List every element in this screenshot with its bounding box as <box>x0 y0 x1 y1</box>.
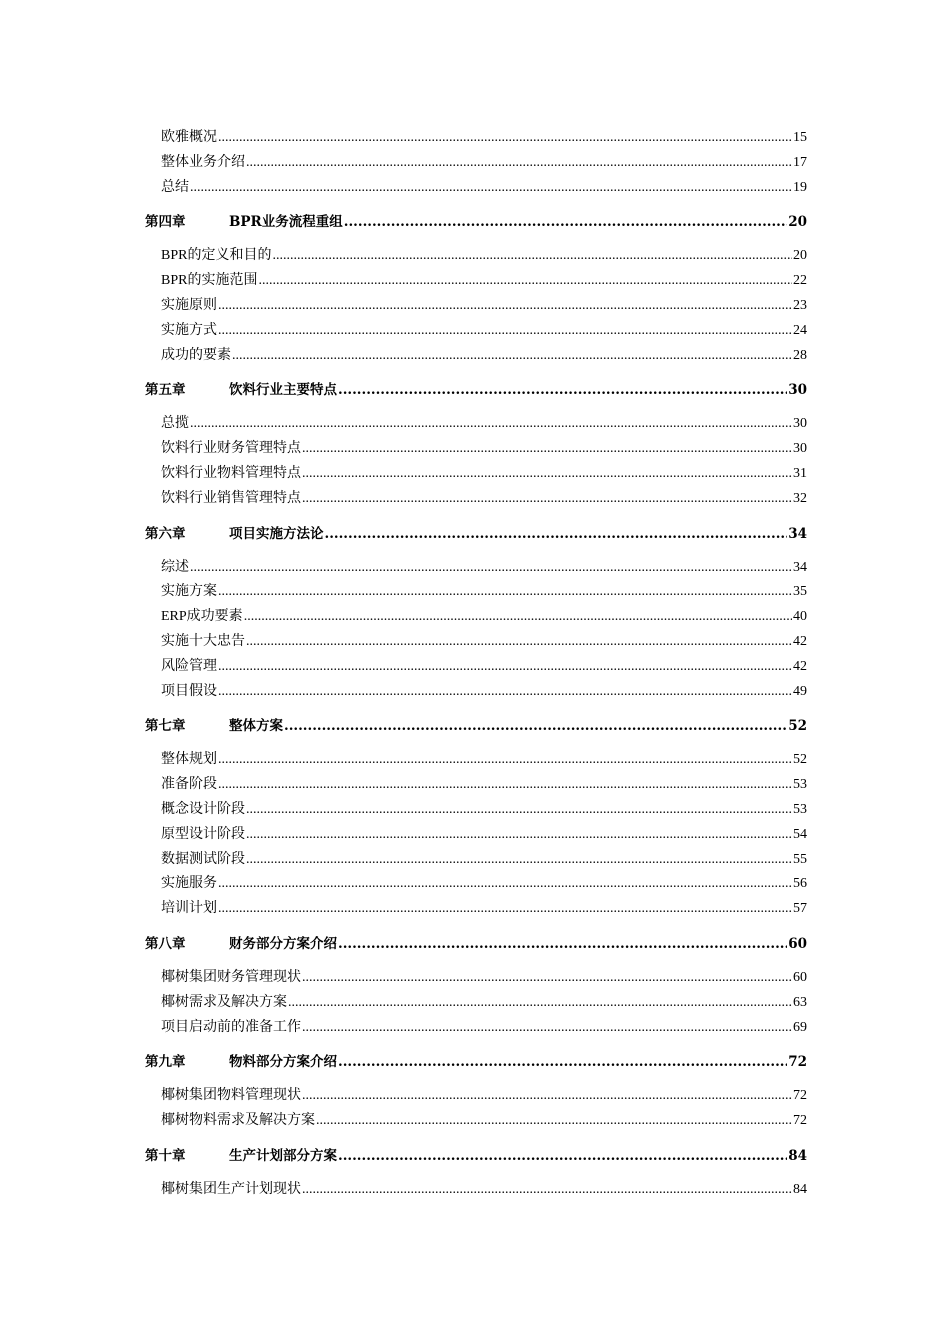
toc-entry[interactable] <box>145 1109 807 1134</box>
toc-entry-title: 实施服务 <box>161 876 217 892</box>
dot-leader <box>190 176 792 201</box>
chapter-number: 第七章 <box>145 718 186 735</box>
toc-entry[interactable] <box>145 269 807 294</box>
toc-entry-title: 风险管理 <box>161 658 217 674</box>
chapter-page: 52 <box>788 718 807 735</box>
toc-entry-title: 准备阶段 <box>161 777 217 793</box>
toc-entry[interactable] <box>145 872 807 897</box>
toc-entry-page: 23 <box>793 297 807 313</box>
toc-entry-page: 40 <box>793 609 807 625</box>
dot-leader <box>218 126 792 151</box>
toc-entry[interactable] <box>145 151 807 176</box>
toc-entry[interactable] <box>145 437 807 462</box>
toc-entry-title: 培训计划 <box>161 901 217 917</box>
chapter-title: 生产计划部分方案 <box>229 1147 337 1164</box>
toc-entry[interactable] <box>145 244 807 269</box>
dot-leader <box>338 1050 787 1074</box>
toc-entry[interactable] <box>145 319 807 344</box>
chapter-page: 34 <box>788 525 807 542</box>
toc-entry[interactable] <box>145 412 807 437</box>
toc-entry[interactable] <box>145 1016 807 1041</box>
toc-entry-title: 项目假设 <box>161 683 217 699</box>
chapter-title-group <box>145 714 283 738</box>
toc-entry-title: 整体规划 <box>161 752 217 768</box>
toc-entry-page: 53 <box>793 777 807 793</box>
toc-chapter-heading[interactable] <box>145 1144 807 1168</box>
dot-leader <box>246 151 792 176</box>
toc-entry-title: BPR的定义和目的 <box>161 248 272 264</box>
dot-leader <box>338 1144 787 1168</box>
dot-leader <box>302 487 792 512</box>
toc-entry[interactable] <box>145 487 807 512</box>
dot-leader <box>218 580 792 605</box>
dot-leader <box>218 294 792 319</box>
toc-entry-page: 72 <box>793 1088 807 1104</box>
toc-entry-title: 原型设计阶段 <box>161 826 245 842</box>
chapter-title-group <box>145 1050 337 1074</box>
chapter-title-group <box>145 1144 337 1168</box>
dot-leader <box>246 823 792 848</box>
toc-entry[interactable] <box>145 773 807 798</box>
toc-chapter-heading[interactable] <box>145 522 807 546</box>
toc-chapter-heading[interactable] <box>145 210 807 234</box>
toc-entry-title: 数据测试阶段 <box>161 851 245 867</box>
toc-entry-title: 成功的要素 <box>161 347 231 363</box>
dot-leader <box>246 798 792 823</box>
dot-leader <box>288 991 792 1016</box>
toc-entry-title: 整体业务介绍 <box>161 154 245 170</box>
toc-entry-title: 实施方案 <box>161 584 217 600</box>
toc-entry-page: 69 <box>793 1019 807 1035</box>
dot-leader <box>302 1178 792 1203</box>
toc-entry[interactable] <box>145 823 807 848</box>
toc-entry-title: 椰树集团生产计划现状 <box>161 1181 301 1197</box>
toc-entry-page: 28 <box>793 347 807 363</box>
toc-entry[interactable] <box>145 680 807 705</box>
toc-entry-page: 17 <box>793 154 807 170</box>
toc-entry-page: 31 <box>793 465 807 481</box>
dot-leader <box>302 437 792 462</box>
toc-entry-page: 15 <box>793 130 807 145</box>
toc-entry-title: BPR的实施范围 <box>161 273 258 289</box>
chapter-title-group <box>145 210 343 234</box>
toc-entry[interactable] <box>145 605 807 630</box>
chapter-page: 60 <box>788 935 807 952</box>
chapter-title-group <box>145 522 324 546</box>
toc-entry-title: 椰树需求及解决方案 <box>161 994 287 1010</box>
toc-entry[interactable] <box>145 126 807 151</box>
toc-entry-title: 饮料行业销售管理特点 <box>161 490 301 506</box>
chapter-title: 饮料行业主要特点 <box>229 382 337 399</box>
chapter-page: 72 <box>788 1054 807 1071</box>
toc-entry-title: 概念设计阶段 <box>161 801 245 817</box>
toc-entry-page: 22 <box>793 273 807 289</box>
toc-entry[interactable] <box>145 748 807 773</box>
dot-leader <box>218 655 792 680</box>
dot-leader <box>244 605 792 630</box>
toc-entry[interactable] <box>145 897 807 922</box>
chapter-page: 84 <box>788 1147 807 1164</box>
chapter-page: 30 <box>788 382 807 399</box>
toc-entry-page: 56 <box>793 876 807 892</box>
dot-leader <box>246 848 792 873</box>
dot-leader <box>344 210 787 234</box>
dot-leader <box>232 344 792 369</box>
toc-entry-page: 24 <box>793 322 807 338</box>
dot-leader <box>218 897 792 922</box>
toc-entry[interactable] <box>145 462 807 487</box>
dot-leader <box>218 773 792 798</box>
toc-entry[interactable] <box>145 580 807 605</box>
toc-entry-title: ERP成功要素 <box>161 609 243 625</box>
toc-entry-page: 19 <box>793 179 807 195</box>
chapter-page: 20 <box>788 214 807 231</box>
chapter-title: 整体方案 <box>229 718 283 735</box>
toc-entry-page: 30 <box>793 416 807 432</box>
dot-leader <box>302 1016 792 1041</box>
toc-entry-title: 实施方式 <box>161 322 217 338</box>
table-of-contents <box>145 126 807 1203</box>
toc-entry[interactable] <box>145 991 807 1016</box>
dot-leader <box>302 462 792 487</box>
chapter-number: 第五章 <box>145 382 186 399</box>
toc-entry[interactable] <box>145 556 807 581</box>
toc-entry[interactable] <box>145 630 807 655</box>
toc-entry-page: 42 <box>793 633 807 649</box>
toc-entry-page: 30 <box>793 441 807 457</box>
chapter-number: 第十章 <box>145 1147 186 1164</box>
toc-entry[interactable] <box>145 848 807 873</box>
toc-entry-title: 总揽 <box>161 416 189 432</box>
dot-leader <box>190 556 792 581</box>
toc-entry-page: 60 <box>793 969 807 985</box>
chapter-title: 财务部分方案介绍 <box>229 935 337 952</box>
toc-entry-title: 饮料行业财务管理特点 <box>161 441 301 457</box>
toc-entry-title: 欧雅概况 <box>161 130 217 145</box>
chapter-number: 第八章 <box>145 935 186 952</box>
toc-entry-title: 饮料行业物料管理特点 <box>161 465 301 481</box>
toc-entry-page: 54 <box>793 826 807 842</box>
dot-leader <box>258 269 792 294</box>
toc-entry-page: 72 <box>793 1113 807 1129</box>
toc-entry[interactable] <box>145 966 807 991</box>
dot-leader <box>218 872 792 897</box>
toc-entry-title: 实施十大忠告 <box>161 633 245 649</box>
toc-chapter-heading[interactable] <box>145 714 807 738</box>
toc-entry-title: 椰树集团财务管理现状 <box>161 969 301 985</box>
toc-entry-title: 椰树物料需求及解决方案 <box>161 1113 315 1129</box>
dot-leader <box>218 319 792 344</box>
dot-leader <box>272 244 792 269</box>
dot-leader <box>218 680 792 705</box>
toc-entry[interactable] <box>145 798 807 823</box>
toc-entry-page: 63 <box>793 994 807 1010</box>
dot-leader <box>302 966 792 991</box>
toc-chapter-heading[interactable] <box>145 1050 807 1074</box>
toc-entry-page: 42 <box>793 658 807 674</box>
toc-entry-title: 实施原则 <box>161 297 217 313</box>
dot-leader <box>338 932 787 956</box>
chapter-title: 项目实施方法论 <box>229 525 324 542</box>
toc-entry-title: 综述 <box>161 559 189 575</box>
chapter-number: 第六章 <box>145 525 186 542</box>
dot-leader <box>338 378 787 402</box>
dot-leader <box>190 412 792 437</box>
toc-entry[interactable] <box>145 1084 807 1109</box>
toc-entry-page: 20 <box>793 248 807 264</box>
toc-entry[interactable] <box>145 344 807 369</box>
dot-leader <box>218 748 792 773</box>
toc-entry-title: 总结 <box>161 179 189 195</box>
toc-entry-page: 49 <box>793 683 807 699</box>
chapter-title: BPR业务流程重组 <box>229 214 343 231</box>
toc-entry-page: 35 <box>793 584 807 600</box>
toc-chapter-heading[interactable] <box>145 378 807 402</box>
chapter-title-group <box>145 932 337 956</box>
toc-entry[interactable] <box>145 294 807 319</box>
toc-entry-title: 椰树集团物料管理现状 <box>161 1088 301 1104</box>
toc-entry-title: 项目启动前的准备工作 <box>161 1019 301 1035</box>
toc-entry[interactable] <box>145 655 807 680</box>
toc-chapter-heading[interactable] <box>145 932 807 956</box>
chapter-title: 物料部分方案介绍 <box>229 1054 337 1071</box>
dot-leader <box>325 522 788 546</box>
toc-entry[interactable] <box>145 176 807 201</box>
toc-entry-page: 32 <box>793 490 807 506</box>
toc-entry-page: 84 <box>793 1181 807 1197</box>
toc-entry-page: 53 <box>793 801 807 817</box>
dot-leader <box>246 630 792 655</box>
chapter-title-group <box>145 378 337 402</box>
dot-leader <box>284 714 787 738</box>
toc-entry[interactable] <box>145 1178 807 1203</box>
chapter-number: 第九章 <box>145 1054 186 1071</box>
dot-leader <box>316 1109 792 1134</box>
toc-entry-page: 57 <box>793 901 807 917</box>
toc-entry-page: 55 <box>793 851 807 867</box>
dot-leader <box>302 1084 792 1109</box>
toc-entry-page: 52 <box>793 752 807 768</box>
toc-entry-page: 34 <box>793 559 807 575</box>
chapter-number: 第四章 <box>145 214 186 231</box>
